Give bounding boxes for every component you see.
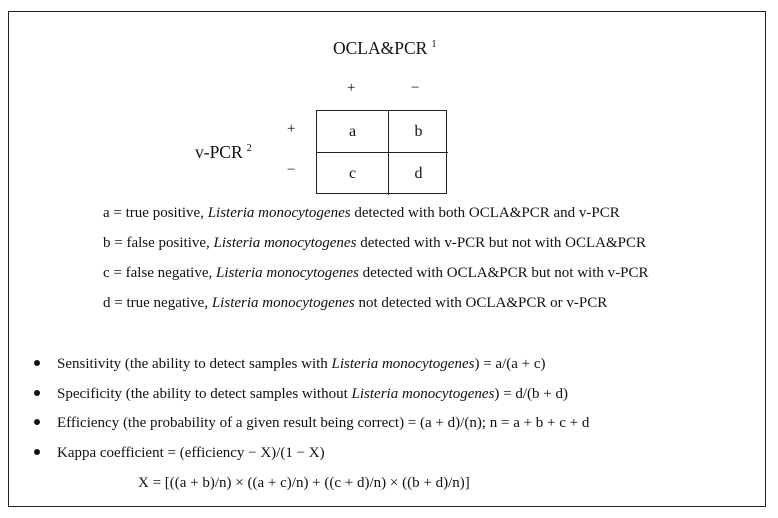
measure-kappa: Kappa coefficient = (efficiency − X)/(1 − X) xyxy=(34,445,325,462)
bullet-icon xyxy=(34,419,40,425)
column-header-positive: + xyxy=(347,80,356,96)
bullet-icon xyxy=(34,449,40,455)
measure-specificity: Specificity (the ability to detect samples without Listeria monocytogenes) = d/(b + d) xyxy=(34,386,568,403)
definition-b: b = false positive, Listeria monocytogenes detected with v-PCR but not with OCLA&PCR xyxy=(103,235,647,251)
measure-sensitivity: Sensitivity (the ability to detect samples with Listeria monocytogenes) = a/(a + c) xyxy=(34,356,546,373)
row-header-negative: − xyxy=(287,162,296,178)
title-footnote-marker: 1 xyxy=(431,39,437,51)
column-header-negative: − xyxy=(411,80,420,96)
contingency-table xyxy=(316,110,447,194)
cell-a: a xyxy=(317,111,389,153)
cell-b: b xyxy=(389,111,448,153)
row-header-positive: + xyxy=(287,121,296,137)
bullet-icon xyxy=(34,360,40,366)
measure-efficiency: Efficiency (the probability of a given result being correct) = (a + d)/(n); n = a + b + c + d xyxy=(34,415,589,432)
bullet-icon xyxy=(34,390,40,396)
definition-c: c = false negative, Listeria monocytogenes detected with OCLA&PCR but not with v-PCR xyxy=(103,265,649,281)
definition-a: a = true positive, Listeria monocytogenes detected with both OCLA&PCR and v-PCR xyxy=(103,205,620,221)
row-footnote-marker: 2 xyxy=(246,143,252,155)
kappa-x-formula: X = [((a + b)/n) × ((a + c)/n) + ((c + d)/n) × ((b + d)/n)] xyxy=(138,475,470,491)
column-variable-title: OCLA&PCR $^1$ xyxy=(333,38,437,58)
figure-frame xyxy=(8,11,766,507)
cell-c: c xyxy=(317,153,389,195)
definition-d: d = true negative, Listeria monocytogenes not detected with OCLA&PCR or v-PCR xyxy=(103,295,608,311)
row-variable-title: v-PCR $^2$ xyxy=(195,142,252,162)
cell-d: d xyxy=(414,165,423,182)
